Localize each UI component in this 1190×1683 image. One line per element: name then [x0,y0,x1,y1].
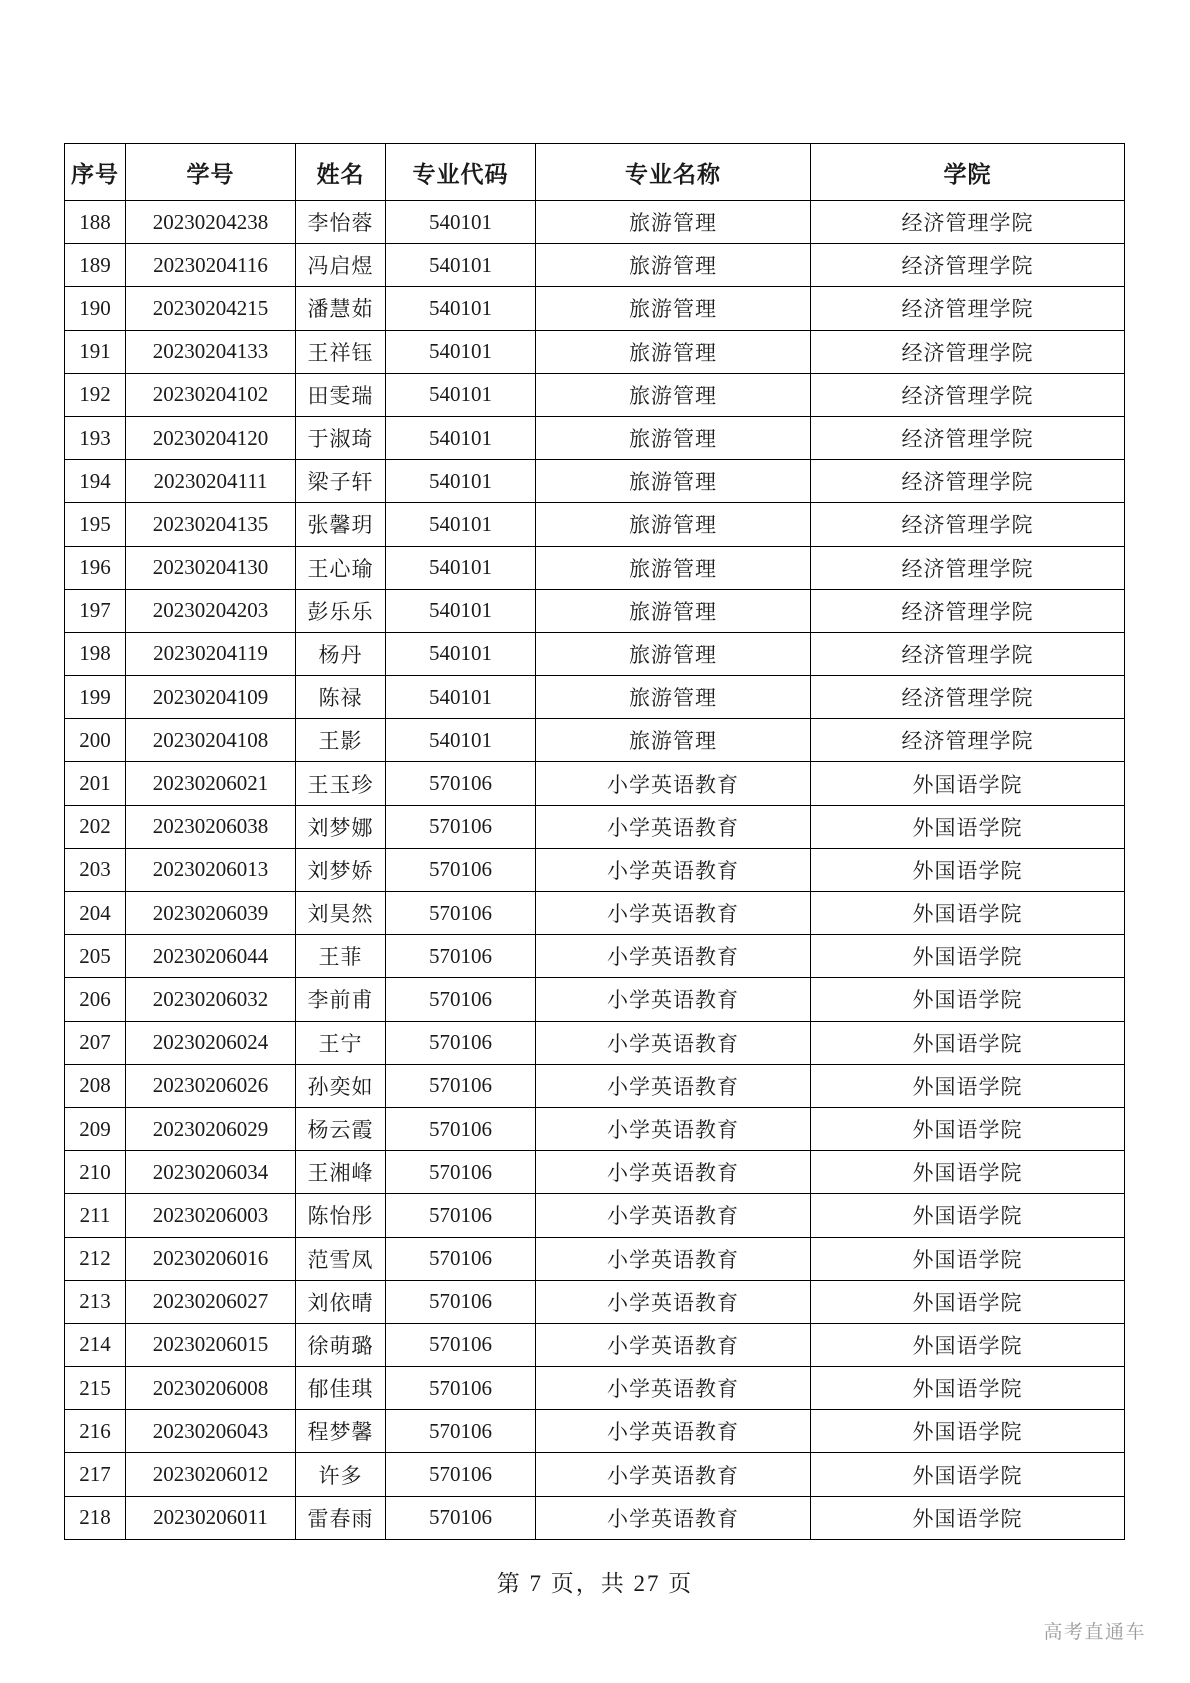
cell-name: 孙奕如 [296,1064,386,1107]
cell-name: 张馨玥 [296,503,386,546]
cell-major: 旅游管理 [536,546,811,589]
cell-seq: 189 [65,244,126,287]
column-header-major: 专业名称 [536,144,811,201]
page-footer [0,1565,1190,1598]
table-header-row [65,144,1125,201]
cell-name: 王祥钰 [296,330,386,373]
cell-seq: 190 [65,287,126,330]
cell-college: 经济管理学院 [811,676,1125,719]
cell-seq: 201 [65,762,126,805]
cell-sid: 20230206003 [126,1194,296,1237]
table-row [65,373,1125,416]
cell-name: 刘昊然 [296,892,386,935]
cell-name: 陈禄 [296,676,386,719]
watermark [1043,1617,1146,1644]
cell-seq: 205 [65,935,126,978]
cell-college: 外国语学院 [811,1496,1125,1539]
table-row [65,1496,1125,1539]
table-row [65,1194,1125,1237]
cell-seq: 207 [65,1021,126,1064]
cell-seq: 199 [65,676,126,719]
table-row [65,762,1125,805]
cell-code: 540101 [386,201,536,244]
cell-major: 小学英语教育 [536,1021,811,1064]
table-row [65,892,1125,935]
cell-code: 570106 [386,935,536,978]
cell-seq: 202 [65,805,126,848]
table-row [65,978,1125,1021]
cell-major: 小学英语教育 [536,1237,811,1280]
cell-name: 梁子轩 [296,460,386,503]
cell-code: 570106 [386,762,536,805]
cell-seq: 195 [65,503,126,546]
cell-college: 经济管理学院 [811,546,1125,589]
cell-sid: 20230204116 [126,244,296,287]
cell-name: 王菲 [296,935,386,978]
cell-code: 570106 [386,1021,536,1064]
cell-college: 外国语学院 [811,935,1125,978]
cell-major: 旅游管理 [536,201,811,244]
cell-code: 570106 [386,848,536,891]
cell-major: 小学英语教育 [536,892,811,935]
cell-seq: 208 [65,1064,126,1107]
cell-sid: 20230206021 [126,762,296,805]
cell-sid: 20230204135 [126,503,296,546]
cell-college: 经济管理学院 [811,589,1125,632]
cell-major: 小学英语教育 [536,978,811,1021]
cell-name: 杨丹 [296,632,386,675]
cell-major: 小学英语教育 [536,805,811,848]
cell-college: 外国语学院 [811,1021,1125,1064]
cell-sid: 20230206012 [126,1453,296,1496]
cell-seq: 217 [65,1453,126,1496]
cell-name: 李前甫 [296,978,386,1021]
column-header-college: 学院 [811,144,1125,201]
table-row [65,1367,1125,1410]
cell-name: 刘梦娇 [296,848,386,891]
table-row [65,330,1125,373]
cell-code: 570106 [386,892,536,935]
cell-sid: 20230204108 [126,719,296,762]
cell-code: 540101 [386,373,536,416]
table-row [65,676,1125,719]
column-header-sid: 学号 [126,144,296,201]
cell-seq: 212 [65,1237,126,1280]
cell-college: 外国语学院 [811,1367,1125,1410]
cell-college: 经济管理学院 [811,416,1125,459]
cell-sid: 20230206027 [126,1280,296,1323]
cell-college: 经济管理学院 [811,503,1125,546]
cell-college: 经济管理学院 [811,287,1125,330]
table-row [65,416,1125,459]
table-header [65,144,1125,201]
cell-major: 旅游管理 [536,503,811,546]
cell-name: 杨云霞 [296,1107,386,1150]
cell-major: 旅游管理 [536,373,811,416]
cell-seq: 215 [65,1367,126,1410]
cell-college: 外国语学院 [811,848,1125,891]
cell-name: 刘梦娜 [296,805,386,848]
cell-sid: 20230206026 [126,1064,296,1107]
cell-code: 570106 [386,978,536,1021]
cell-name: 雷春雨 [296,1496,386,1539]
cell-sid: 20230204120 [126,416,296,459]
cell-name: 许多 [296,1453,386,1496]
cell-code: 540101 [386,546,536,589]
cell-sid: 20230204203 [126,589,296,632]
cell-college: 外国语学院 [811,978,1125,1021]
cell-college: 外国语学院 [811,762,1125,805]
table-row [65,632,1125,675]
cell-name: 王湘峰 [296,1151,386,1194]
cell-sid: 20230204111 [126,460,296,503]
cell-name: 于淑琦 [296,416,386,459]
cell-seq: 214 [65,1323,126,1366]
cell-college: 经济管理学院 [811,460,1125,503]
table-row [65,1064,1125,1107]
cell-seq: 200 [65,719,126,762]
cell-seq: 204 [65,892,126,935]
table-row [65,244,1125,287]
cell-major: 小学英语教育 [536,1280,811,1323]
cell-seq: 192 [65,373,126,416]
page-footer-text: 第 7 页，共 27 页 [496,1571,694,1596]
cell-seq: 188 [65,201,126,244]
cell-code: 570106 [386,1280,536,1323]
cell-major: 小学英语教育 [536,935,811,978]
cell-major: 小学英语教育 [536,1107,811,1150]
cell-name: 田雯瑞 [296,373,386,416]
cell-code: 570106 [386,1064,536,1107]
cell-sid: 20230204109 [126,676,296,719]
cell-major: 旅游管理 [536,287,811,330]
cell-name: 徐萌璐 [296,1323,386,1366]
column-header-name: 姓名 [296,144,386,201]
roster-table-container [64,143,1124,1540]
cell-sid: 20230204238 [126,201,296,244]
cell-college: 外国语学院 [811,1064,1125,1107]
cell-name: 范雪凤 [296,1237,386,1280]
cell-major: 小学英语教育 [536,1151,811,1194]
table-row [65,1151,1125,1194]
cell-name: 李怡蓉 [296,201,386,244]
cell-college: 经济管理学院 [811,719,1125,762]
cell-code: 540101 [386,244,536,287]
cell-sid: 20230204119 [126,632,296,675]
table-row [65,1107,1125,1150]
table-row [65,805,1125,848]
table-row [65,1280,1125,1323]
table-row [65,201,1125,244]
cell-major: 小学英语教育 [536,1496,811,1539]
cell-major: 旅游管理 [536,589,811,632]
cell-name: 冯启煜 [296,244,386,287]
cell-name: 王心瑜 [296,546,386,589]
cell-code: 570106 [386,1323,536,1366]
cell-major: 旅游管理 [536,460,811,503]
column-header-seq: 序号 [65,144,126,201]
cell-sid: 20230206032 [126,978,296,1021]
cell-code: 540101 [386,503,536,546]
cell-sid: 20230206008 [126,1367,296,1410]
cell-college: 经济管理学院 [811,201,1125,244]
table-row [65,1021,1125,1064]
cell-major: 小学英语教育 [536,848,811,891]
table-row [65,287,1125,330]
cell-sid: 20230206044 [126,935,296,978]
cell-sid: 20230206024 [126,1021,296,1064]
cell-name: 彭乐乐 [296,589,386,632]
cell-sid: 20230204215 [126,287,296,330]
cell-college: 外国语学院 [811,1453,1125,1496]
cell-seq: 196 [65,546,126,589]
table-row [65,848,1125,891]
cell-major: 小学英语教育 [536,1064,811,1107]
student-roster-table [64,143,1125,1540]
cell-major: 小学英语教育 [536,1194,811,1237]
cell-code: 540101 [386,676,536,719]
cell-seq: 210 [65,1151,126,1194]
cell-code: 570106 [386,1367,536,1410]
cell-name: 刘依晴 [296,1280,386,1323]
cell-code: 540101 [386,460,536,503]
cell-seq: 193 [65,416,126,459]
cell-college: 经济管理学院 [811,244,1125,287]
cell-seq: 211 [65,1194,126,1237]
table-row [65,1453,1125,1496]
cell-sid: 20230204133 [126,330,296,373]
cell-major: 旅游管理 [536,244,811,287]
cell-sid: 20230206015 [126,1323,296,1366]
cell-code: 540101 [386,719,536,762]
cell-seq: 206 [65,978,126,1021]
cell-code: 570106 [386,805,536,848]
table-row [65,719,1125,762]
table-row [65,1323,1125,1366]
watermark-text: 高考直通车 [1043,1622,1146,1643]
table-body [65,201,1125,1540]
cell-code: 570106 [386,1410,536,1453]
cell-code: 540101 [386,287,536,330]
cell-code: 570106 [386,1151,536,1194]
cell-major: 旅游管理 [536,719,811,762]
cell-college: 经济管理学院 [811,373,1125,416]
cell-code: 540101 [386,632,536,675]
table-row [65,503,1125,546]
cell-seq: 216 [65,1410,126,1453]
cell-major: 旅游管理 [536,632,811,675]
cell-sid: 20230206043 [126,1410,296,1453]
cell-name: 王玉珍 [296,762,386,805]
cell-college: 外国语学院 [811,1237,1125,1280]
cell-seq: 191 [65,330,126,373]
cell-sid: 20230206039 [126,892,296,935]
cell-seq: 213 [65,1280,126,1323]
cell-college: 经济管理学院 [811,330,1125,373]
cell-sid: 20230204130 [126,546,296,589]
cell-college: 外国语学院 [811,1280,1125,1323]
cell-code: 570106 [386,1194,536,1237]
cell-major: 小学英语教育 [536,762,811,805]
cell-college: 外国语学院 [811,1410,1125,1453]
cell-sid: 20230206016 [126,1237,296,1280]
cell-sid: 20230204102 [126,373,296,416]
cell-name: 郁佳琪 [296,1367,386,1410]
cell-major: 旅游管理 [536,676,811,719]
table-row [65,1410,1125,1453]
cell-college: 外国语学院 [811,1194,1125,1237]
cell-seq: 194 [65,460,126,503]
cell-college: 外国语学院 [811,805,1125,848]
cell-name: 王影 [296,719,386,762]
cell-code: 540101 [386,330,536,373]
cell-seq: 218 [65,1496,126,1539]
cell-code: 570106 [386,1453,536,1496]
cell-code: 570106 [386,1107,536,1150]
cell-name: 王宁 [296,1021,386,1064]
table-row [65,935,1125,978]
cell-sid: 20230206011 [126,1496,296,1539]
cell-code: 540101 [386,589,536,632]
cell-code: 570106 [386,1496,536,1539]
cell-seq: 197 [65,589,126,632]
cell-major: 小学英语教育 [536,1410,811,1453]
cell-college: 外国语学院 [811,1107,1125,1150]
cell-college: 经济管理学院 [811,632,1125,675]
cell-sid: 20230206013 [126,848,296,891]
column-header-code: 专业代码 [386,144,536,201]
cell-major: 旅游管理 [536,416,811,459]
cell-college: 外国语学院 [811,892,1125,935]
cell-sid: 20230206038 [126,805,296,848]
cell-college: 外国语学院 [811,1323,1125,1366]
cell-code: 570106 [386,1237,536,1280]
cell-major: 小学英语教育 [536,1323,811,1366]
cell-seq: 203 [65,848,126,891]
cell-college: 外国语学院 [811,1151,1125,1194]
cell-major: 小学英语教育 [536,1367,811,1410]
cell-name: 潘慧茹 [296,287,386,330]
table-row [65,546,1125,589]
cell-seq: 209 [65,1107,126,1150]
cell-code: 540101 [386,416,536,459]
table-row [65,589,1125,632]
cell-sid: 20230206034 [126,1151,296,1194]
cell-major: 旅游管理 [536,330,811,373]
cell-sid: 20230206029 [126,1107,296,1150]
cell-name: 陈怡彤 [296,1194,386,1237]
cell-name: 程梦馨 [296,1410,386,1453]
table-row [65,1237,1125,1280]
table-row [65,460,1125,503]
cell-seq: 198 [65,632,126,675]
cell-major: 小学英语教育 [536,1453,811,1496]
